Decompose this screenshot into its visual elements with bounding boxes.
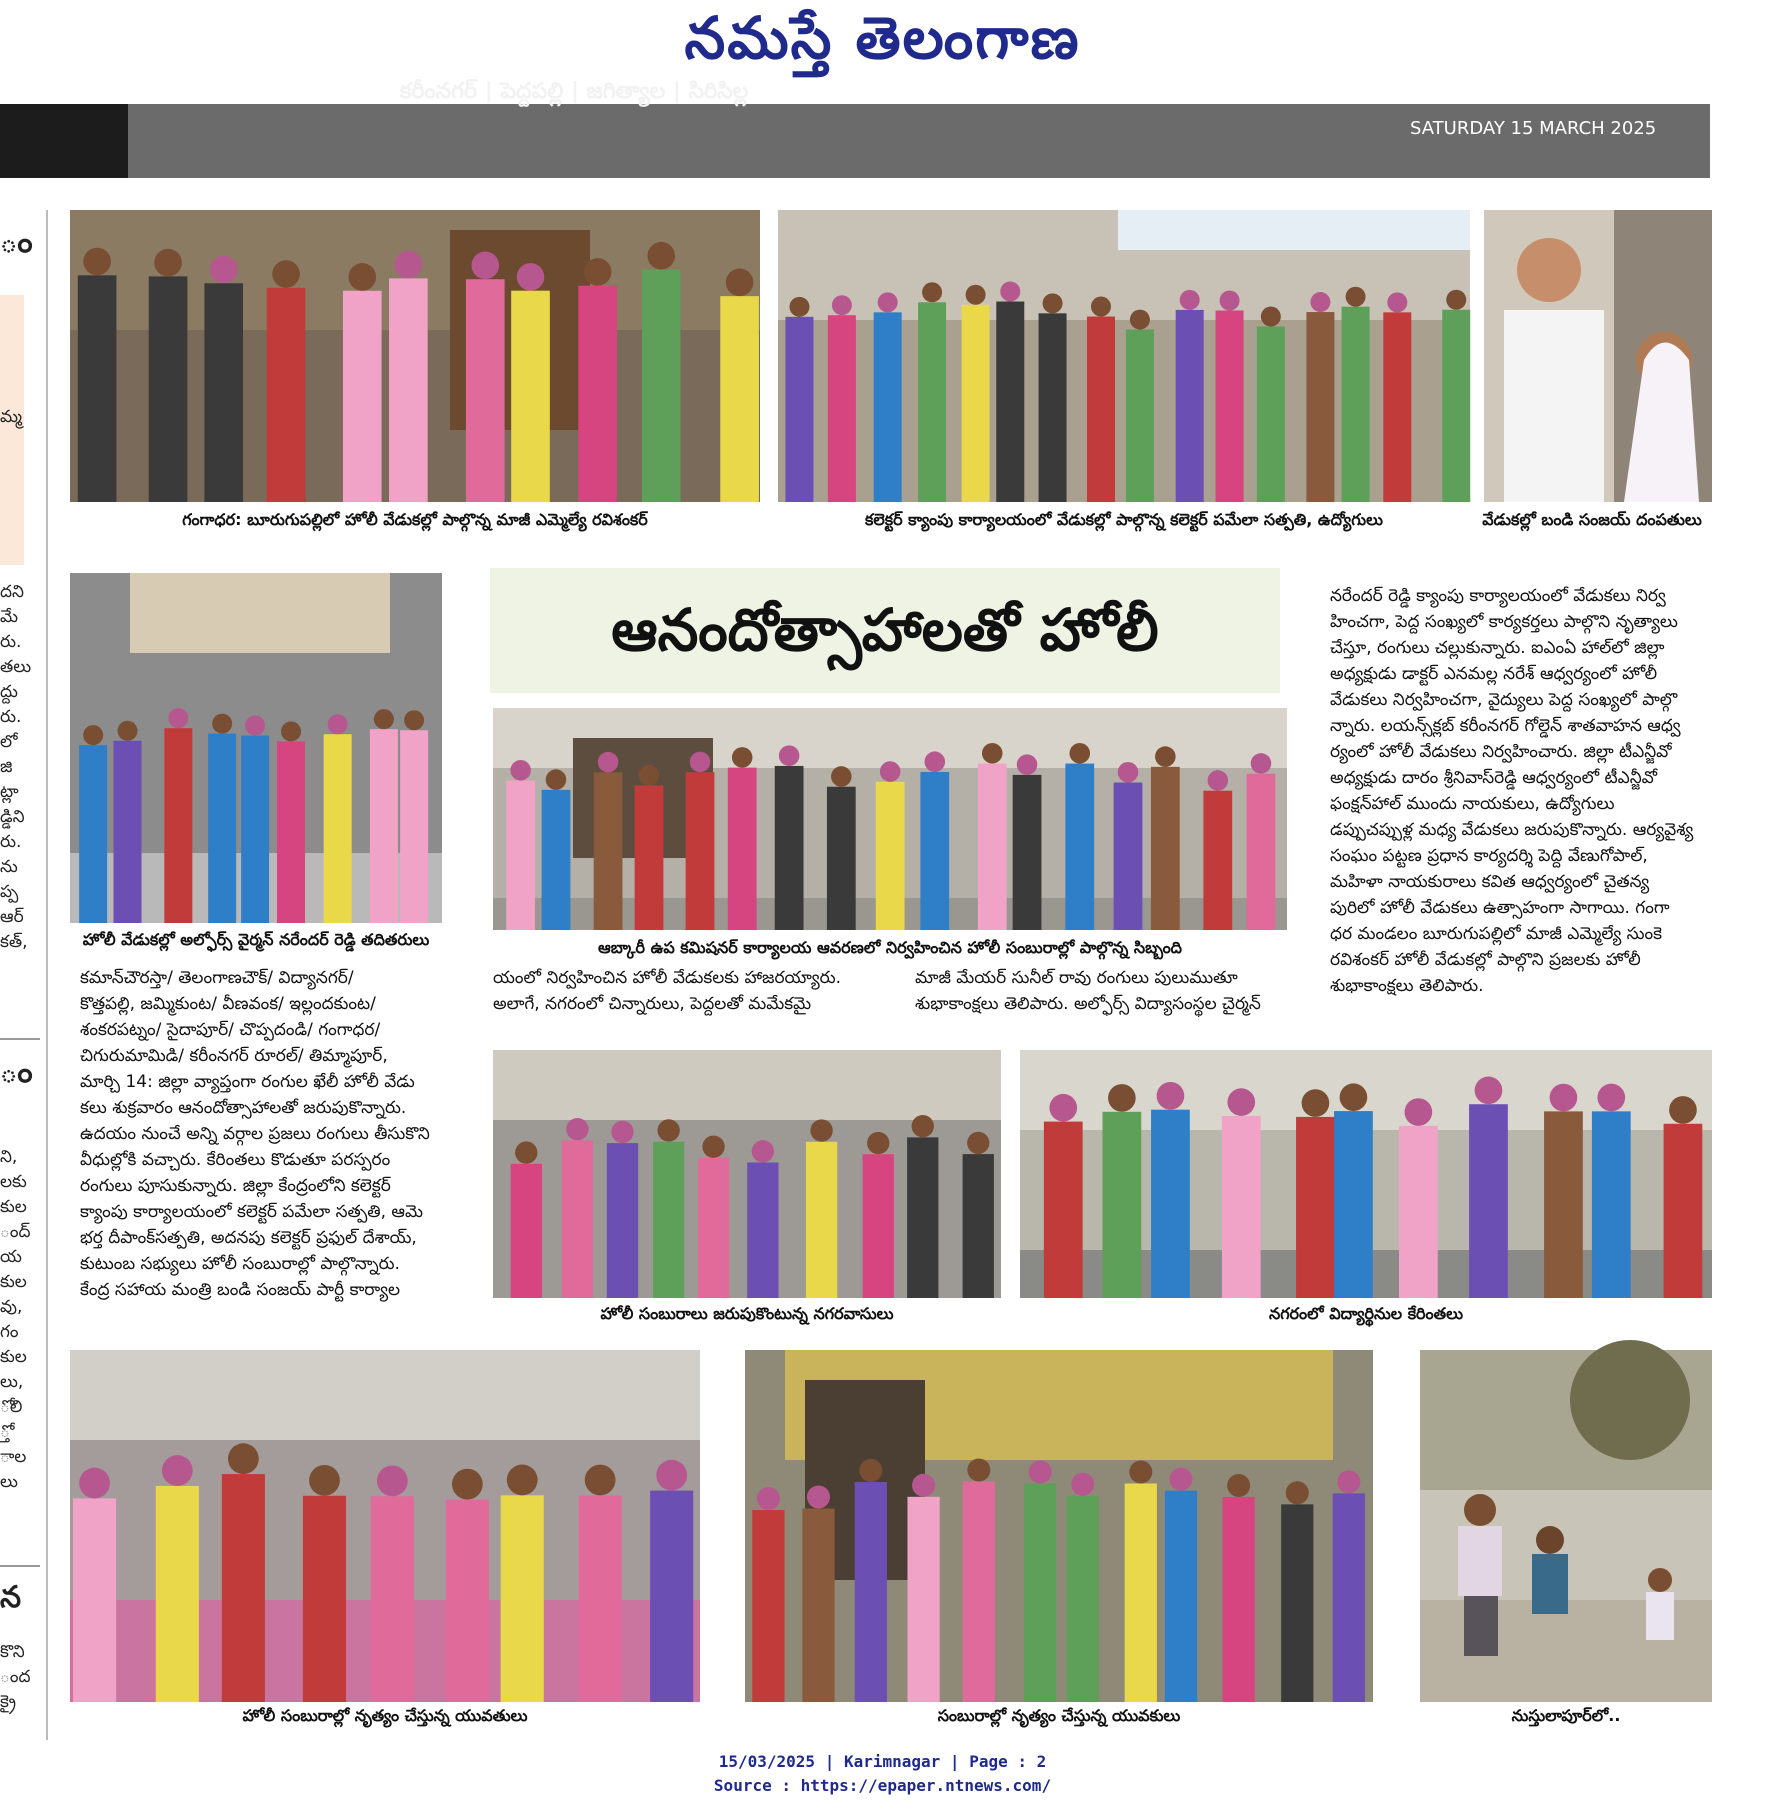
person-head: [810, 1119, 832, 1141]
story-line: సంఘం పట్టణ ప్రధాన కార్యదర్శి పెద్ది వేణుగోపాల్,: [1330, 846, 1648, 866]
story-line: యంలో నిర్వహించిన హోలీ వేడుకలకు హాజరయ్యారు.: [493, 968, 842, 988]
person-head: [880, 761, 901, 782]
person-figure: [1087, 317, 1115, 502]
person-figure: [1151, 767, 1180, 930]
cut-heading-3: న: [0, 1580, 22, 1615]
cut-line: రు.: [0, 632, 22, 652]
person-head: [690, 752, 711, 773]
photo-bandi-sanjay: [1484, 210, 1712, 502]
photo-excise-staff: [493, 708, 1287, 930]
person-head: [1286, 1481, 1309, 1504]
person-figure: [963, 1154, 994, 1298]
story-line: క్యాంపు కార్యాలయంలో కలెక్టర్ పమేలా సత్పతి, ఆమె: [80, 1202, 423, 1222]
cut-line: తలు: [0, 657, 32, 677]
cut-line: ంద్: [0, 1222, 31, 1242]
person-figure: [164, 728, 192, 923]
person-head: [1669, 1096, 1697, 1124]
person-figure: [1383, 312, 1411, 502]
person-figure: [1664, 1124, 1703, 1298]
person-figure: [222, 1474, 265, 1702]
person-figure: [1342, 307, 1370, 502]
masthead-band: [128, 104, 1710, 178]
person-head: [726, 269, 754, 297]
person-figure: [1151, 1110, 1190, 1298]
person-figure: [267, 288, 306, 502]
person-head: [1069, 743, 1090, 764]
person-figure: [1013, 775, 1042, 930]
person-figure: [594, 772, 623, 930]
person-head: [1108, 1084, 1136, 1112]
person-head: [210, 256, 238, 284]
person-head: [228, 1443, 259, 1474]
story-line: కమాన్‌చౌరస్తా/ తెలంగాణచౌక్/ విద్యానగర్/: [80, 968, 354, 988]
caption-bandi-sanjay: వేడుకల్లో బండి సంజయ్ దంపతులు: [1482, 510, 1702, 529]
headline: ఆనందోత్సాహాలతో హోలీ: [611, 596, 1159, 664]
cut-line: ంద: [0, 1667, 31, 1687]
person-head: [611, 1121, 633, 1143]
cut-line: య: [0, 1247, 22, 1267]
person-head: [967, 1132, 989, 1154]
cut-line: ని,: [0, 1147, 18, 1167]
person-figure: [607, 1143, 638, 1298]
story-line: మాజీ మేయర్ సునీల్ రావు రంగులు పులుముతూ: [915, 968, 1238, 988]
person-figure: [1469, 1104, 1508, 1298]
story-column-3: [915, 965, 1287, 1017]
person-figure: [1176, 310, 1204, 502]
person-head: [471, 252, 499, 280]
person-head: [658, 1119, 680, 1141]
person-figure: [876, 782, 905, 930]
cut-line: కుల: [0, 1347, 27, 1367]
person-figure: [78, 275, 117, 502]
story-line: కుటుంబ సభ్యులు హోలీ సంబురాల్లో పాల్గొన్నారు.: [80, 1254, 400, 1274]
person-figure: [747, 1162, 778, 1298]
cut-line: కత్,: [0, 932, 28, 952]
person-head: [83, 248, 111, 276]
person-figure: [1065, 764, 1094, 930]
cut-text-mid: [0, 1145, 30, 1495]
story-line: పురిలో హోలీ వేడుకలు ఉత్సాహంగా సాగాయి. గంగా: [1330, 898, 1670, 918]
person-figure: [920, 772, 949, 930]
person-head: [1227, 1474, 1250, 1497]
person-head: [656, 1460, 687, 1491]
person-head: [831, 766, 852, 787]
person-head: [377, 1465, 408, 1496]
person-figure: [501, 1495, 544, 1702]
issue-date: SATURDAY 15 MARCH 2025: [1410, 118, 1657, 139]
cut-heading-2: ం: [0, 1055, 33, 1090]
person-figure: [400, 730, 428, 923]
person-head: [452, 1469, 483, 1500]
person-head: [374, 709, 394, 729]
cut-highlight-box: [0, 295, 24, 565]
masthead-dark-block: [0, 104, 128, 178]
cut-line: లు,: [0, 1372, 24, 1392]
person-head: [598, 752, 619, 773]
person-head: [1029, 1461, 1052, 1484]
person-figure: [1067, 1496, 1099, 1702]
person-head: [309, 1465, 340, 1496]
person-figure: [1039, 313, 1067, 502]
story-line: అధ్యక్షుడు దారం శ్రీనివాస్‌రెడ్డి ఆధ్వర్యంలో టీఎన్జీవో: [1330, 768, 1658, 788]
person-head: [515, 1141, 537, 1163]
person-figure: [156, 1486, 199, 1702]
cut-line: దని: [0, 582, 24, 602]
person-figure: [1333, 1493, 1365, 1702]
person-figure: [996, 302, 1024, 502]
person-head: [922, 282, 942, 302]
person-head: [966, 285, 986, 305]
person-head: [212, 714, 232, 734]
person-head: [83, 725, 103, 745]
story-line: ఫంక్షన్‌హాల్ ముందు నాయకులు, ఉద్యోగులు: [1330, 794, 1615, 814]
story-line: అధ్యక్షుడు డాక్టర్ ఎనమల్ల నరేశ్ ఆధ్వర్యంలో హోలీ: [1330, 664, 1658, 684]
cut-line: ఆర్: [0, 907, 24, 927]
person-head: [1261, 307, 1281, 327]
person-figure: [389, 278, 428, 502]
cut-line: లు: [0, 1472, 18, 1492]
story-line: శుభాకాంక్షలు తెలిపారు.: [1330, 976, 1484, 996]
person-head: [1129, 1460, 1152, 1483]
person-figure: [562, 1140, 593, 1298]
cut-heading: ం: [0, 225, 33, 260]
person-head: [404, 710, 424, 730]
caption-ravishankar: గంగాధర: బూరుగుపల్లిలో హోలీ వేడుకల్లో పాల్గొన్న మాజీ ఎమ్మెల్యే రవిశంకర్: [182, 510, 648, 529]
person-head: [585, 1465, 616, 1496]
person-figure: [728, 768, 757, 930]
cut-rule-2: [0, 1565, 40, 1567]
person-head: [546, 769, 567, 790]
person-head: [878, 292, 898, 312]
person-head: [1071, 1473, 1094, 1496]
person-head: [912, 1474, 935, 1497]
person-head: [79, 1468, 110, 1499]
person-head: [1091, 297, 1111, 317]
person-figure: [650, 1491, 693, 1702]
person-figure: [114, 741, 142, 923]
left-cut-column: [0, 210, 44, 1730]
person-head: [757, 1487, 780, 1510]
cut-line: రు.: [0, 707, 22, 727]
person-figure: [277, 741, 305, 923]
person-head: [1405, 1098, 1433, 1126]
person-figure: [978, 763, 1007, 930]
person-head: [967, 1459, 990, 1482]
cut-word: మ్మ: [0, 407, 22, 427]
person-head: [912, 1115, 934, 1137]
story-line: వీధుల్లోకి వచ్చారు. కేరింతలు కొడుతూ పరస్పరం: [80, 1150, 391, 1170]
person-figure: [635, 785, 664, 930]
cut-line: రు.: [0, 832, 22, 852]
story-line: చేస్తూ, రంగులు చల్లుకున్నారు. ఐఎంఏ హాల్‌లో జిల్లా: [1330, 638, 1665, 658]
person-figure: [806, 1142, 837, 1298]
photo-nustulapur: [1420, 1350, 1712, 1702]
person-figure: [1281, 1504, 1313, 1702]
cut-line: ట్లా: [0, 782, 19, 802]
person-figure: [1165, 1491, 1197, 1702]
story-line: న్నారు. లయన్స్‌క్లబ్ కరీంనగర్ గోల్డెన్ శాతవాహన ఆధ్వ: [1330, 716, 1681, 736]
person-head: [1017, 754, 1038, 775]
cut-line: ్తో: [0, 1422, 10, 1442]
person-head: [1130, 310, 1150, 330]
person-head: [1155, 746, 1176, 767]
caption-citizens: హోలీ సంబురాలు జరుపుకొంటున్న నగరవాసులు: [600, 1304, 894, 1323]
person-figure: [874, 312, 902, 502]
story-line: కేంద్ర సహాయ మంత్రి బండి సంజయ్ పార్టీ కార్యాల: [80, 1280, 401, 1300]
person-figure: [863, 1154, 894, 1298]
person-head: [1043, 293, 1063, 313]
person-figure: [579, 1495, 622, 1702]
person-head: [779, 745, 800, 766]
person-head: [584, 258, 612, 286]
person-head: [859, 1459, 882, 1482]
person-figure: [1257, 327, 1285, 502]
person-head: [1387, 292, 1407, 312]
person-head: [1475, 1077, 1503, 1105]
story-line: ఉదయం నుంచే అన్ని వర్గాల ప్రజలు రంగులు తీసుకొని: [80, 1124, 430, 1144]
person-figure: [506, 781, 535, 930]
person-head: [982, 743, 1003, 764]
cut-line: ాల: [0, 1447, 27, 1467]
person-head: [1208, 770, 1229, 791]
story-line: చిగురుమామిడి/ కరీంనగర్ రూరల్/ తిమ్మాపూర్,: [80, 1046, 388, 1066]
person-head: [348, 263, 376, 291]
person-head: [1000, 282, 1020, 302]
story-column-1: [80, 965, 448, 1303]
person-figure: [720, 296, 759, 502]
cut-line: ను: [0, 857, 18, 877]
cut-line: కొని: [0, 1642, 25, 1662]
person-figure: [962, 305, 990, 502]
person-figure: [907, 1497, 939, 1702]
person-head: [1227, 1088, 1255, 1116]
person-head: [328, 714, 348, 734]
footer-edition: 15/03/2025 | Karimnagar | Page : 2: [718, 1752, 1047, 1771]
person-head: [281, 721, 301, 741]
person-figure: [1203, 791, 1232, 930]
cut-line: ోలి: [0, 1397, 23, 1417]
cut-line: గం: [0, 1322, 19, 1342]
person-head: [1049, 1094, 1077, 1122]
person-figure: [1247, 774, 1276, 930]
person-figure: [1544, 1111, 1583, 1298]
story-line: నరేందర్ రెడ్డి క్యాంపు కార్యాలయంలో వేడుకలు నిర్వ: [1330, 586, 1666, 606]
person-head: [925, 751, 946, 772]
story-line: శుభాకాంక్షలు తెలిపారు. అల్ఫోర్స్ విద్యాసంస్థల చైర్మన్: [915, 994, 1261, 1014]
story-line: భర్త దీపాంక్‌సత్పతి, అదనపు కలెక్టర్ ప్రఫుల్ దేశాయ్,: [80, 1228, 417, 1248]
story-column-4: [1330, 583, 1712, 999]
person-figure: [303, 1496, 346, 1702]
person-figure: [370, 729, 398, 923]
person-head: [1446, 290, 1466, 310]
caption-collector: కలెక్టర్ క్యాంపు కార్యాలయంలో వేడుకల్లో పాల్గొన్న కలెక్టర్ పమేలా సత్పతి, ఉద్యోగులు: [865, 510, 1383, 529]
cut-text-top: [0, 580, 31, 955]
person-head: [168, 708, 188, 728]
story-line: రవిశంకర్ హోలీ వేడుకల్లో పాల్గొని ప్రజలకు హోలీ: [1330, 950, 1641, 970]
caption-women: హోలీ సంబురాల్లో నృత్యం చేస్తున్న యువతులు: [242, 1706, 528, 1725]
photo-women-dancing: [70, 1350, 700, 1702]
caption-excise: ఆబ్కారీ ఉప కమిషనర్ కార్యాలయ ఆవరణలో నిర్వహించిన హోలీ సంబురాల్లో పాల్గొన్న సిబ్బంది: [598, 938, 1182, 957]
person-head: [639, 765, 660, 786]
person-figure: [79, 745, 107, 923]
person-figure: [642, 270, 681, 502]
person-figure: [1592, 1111, 1631, 1298]
person-figure: [918, 302, 946, 502]
story-line: శంకరపట్నం/ సైదాపూర్/ చొప్పదండి/ గంగాధర/: [80, 1020, 381, 1040]
person-figure: [828, 315, 856, 502]
person-head: [1118, 762, 1139, 783]
story-column-2: [493, 965, 878, 1017]
cut-line: కుల: [0, 1197, 27, 1217]
story-line: కలు శుక్రవారం ఆనందోత్సాహాలతో జరుపుకొన్నారు.: [80, 1098, 407, 1118]
person-figure: [1334, 1111, 1373, 1298]
person-figure: [963, 1482, 995, 1702]
person-head: [807, 1485, 830, 1508]
person-figure: [1223, 1497, 1255, 1702]
cut-line: వు,: [0, 1297, 23, 1317]
person-head: [867, 1132, 889, 1154]
person-figure: [578, 286, 617, 502]
person-figure: [1044, 1122, 1083, 1298]
person-head: [1157, 1082, 1185, 1110]
column-divider: [46, 210, 48, 1740]
story-line: మహిళా నాయకురాలు కవిత ఆధ్వర్యంలో చైతన్య: [1330, 872, 1650, 892]
edition-strip: కరీంనగర్ | పెద్దపల్లి | జగిత్యాల | సిరిసిల్ల: [400, 79, 749, 104]
story-line: డప్పుచప్పుళ్ల మధ్య వేడుకలు జరుపుకొన్నారు. ఆర్యవైశ్య: [1330, 820, 1694, 840]
person-head: [510, 760, 531, 781]
caption-students: నగరంలో విద్యార్థినుల కేరింతలు: [1269, 1304, 1463, 1323]
person-head: [1340, 1083, 1368, 1111]
person-figure: [208, 734, 236, 923]
story-line: వేడుకలు నిర్వహించగా, వైద్యులు పెద్ద సంఖ్యలో పాల్గొ: [1330, 690, 1678, 710]
person-figure: [1125, 1483, 1157, 1702]
person-head: [1337, 1470, 1360, 1493]
person-figure: [1306, 312, 1334, 502]
person-head: [752, 1140, 774, 1162]
photo-ravishankar-group: [70, 210, 760, 502]
person-head: [162, 1455, 193, 1486]
photo-men-dancing: [745, 1350, 1373, 1702]
cut-rule: [0, 1038, 40, 1040]
person-figure: [446, 1500, 489, 1702]
person-head: [702, 1136, 724, 1158]
person-figure: [907, 1137, 938, 1298]
person-head: [1310, 292, 1330, 312]
person-figure: [775, 766, 804, 930]
person-figure: [1399, 1126, 1438, 1298]
person-figure: [149, 276, 188, 502]
person-head: [517, 263, 545, 291]
photo-alphores-group: [70, 573, 442, 923]
person-head: [1346, 287, 1366, 307]
cut-line: మే: [0, 607, 18, 627]
person-head: [395, 251, 423, 279]
person-head: [1251, 753, 1272, 774]
person-figure: [1222, 1116, 1261, 1298]
person-figure: [511, 1164, 542, 1298]
caption-alphores: హోలీ వేడుకల్లో అల్ఫోర్స్ వైర్మన్ నరేందర్ రెడ్డి తదితరులు: [82, 930, 430, 949]
person-head: [1597, 1084, 1625, 1112]
person-head: [272, 260, 300, 288]
person-figure: [1114, 782, 1143, 930]
person-head: [647, 242, 675, 270]
person-head: [1550, 1084, 1578, 1112]
person-head: [832, 295, 852, 315]
person-figure: [1126, 330, 1154, 502]
photo-students-holi: [1020, 1050, 1712, 1298]
person-figure: [752, 1510, 784, 1702]
person-figure: [785, 317, 813, 502]
cut-line: లో: [0, 732, 18, 752]
person-figure: [1024, 1484, 1056, 1702]
story-line: అలాగే, నగరంలో చిన్నారులు, పెద్దలతో మమేకమై: [493, 994, 812, 1014]
person-figure: [204, 283, 243, 502]
person-figure: [1216, 311, 1244, 502]
story-line: మార్చి 14: జిల్లా వ్యాప్తంగా రంగుల ఖేలీ హోలీ వేడు: [80, 1072, 415, 1092]
person-head: [789, 297, 809, 317]
person-figure: [1102, 1112, 1141, 1298]
person-head: [566, 1118, 588, 1140]
person-head: [154, 249, 182, 277]
cut-line: డ్డిని: [0, 807, 25, 827]
person-head: [1169, 1468, 1192, 1491]
person-figure: [324, 734, 352, 923]
person-figure: [511, 291, 550, 502]
person-figure: [698, 1158, 729, 1298]
person-figure: [343, 291, 382, 502]
person-figure: [855, 1482, 887, 1702]
person-figure: [653, 1142, 684, 1298]
cut-text-bottom: [0, 1640, 30, 1715]
person-figure: [1296, 1117, 1335, 1298]
person-figure: [371, 1496, 414, 1702]
caption-nustulapur: నుస్తులాపూర్‌లో..: [1511, 1706, 1621, 1725]
person-figure: [466, 279, 505, 502]
story-line: రంగులు పూసుకున్నారు. జిల్లా కేంద్రంలోని కలెక్టర్: [80, 1176, 391, 1196]
story-line: హించగా, పెద్ద సంఖ్యలో కార్యకర్తలు పాల్గొని నృత్యాలు: [1330, 612, 1678, 632]
story-line: ర్యంలో హోలీ వేడుకలు నిర్వహించారు. జిల్లా టీఎన్జీవో: [1330, 742, 1672, 762]
person-figure: [686, 772, 715, 930]
cut-line: జి: [0, 757, 13, 777]
person-figure: [802, 1508, 834, 1702]
person-head: [732, 747, 753, 768]
story-line: ధర మండలం బూరుగుపల్లిలో మాజీ ఎమ్మెల్యే సుంకె: [1330, 924, 1662, 944]
newspaper-masthead: నమస్తే తెలంగాణ: [684, 4, 1081, 72]
person-figure: [827, 787, 856, 930]
person-figure: [1442, 310, 1470, 502]
person-head: [1180, 290, 1200, 310]
cut-line: ప్ప: [0, 882, 19, 902]
cut-line: కుల: [0, 1272, 27, 1292]
person-figure: [241, 736, 269, 923]
person-head: [118, 721, 138, 741]
cut-line: ద్దు: [0, 682, 18, 702]
person-head: [245, 716, 265, 736]
person-head: [1302, 1089, 1330, 1117]
cut-line: క్రై: [0, 1692, 17, 1712]
person-figure: [73, 1498, 116, 1702]
caption-men: సంబురాల్లో నృత్యం చేస్తున్న యువకులు: [937, 1706, 1181, 1725]
photo-collector-camp: [778, 210, 1470, 502]
person-head: [507, 1465, 538, 1496]
person-figure: [542, 790, 571, 930]
footer-source-link[interactable]: Source : https://epaper.ntnews.com/: [713, 1776, 1052, 1795]
story-line: కొత్తపల్లి, జమ్మికుంట/ వీణవంక/ ఇల్లందకుంట/: [80, 994, 376, 1014]
photo-citizens-holi: [493, 1050, 1001, 1298]
cut-line: లకు: [0, 1172, 27, 1192]
person-head: [1220, 291, 1240, 311]
